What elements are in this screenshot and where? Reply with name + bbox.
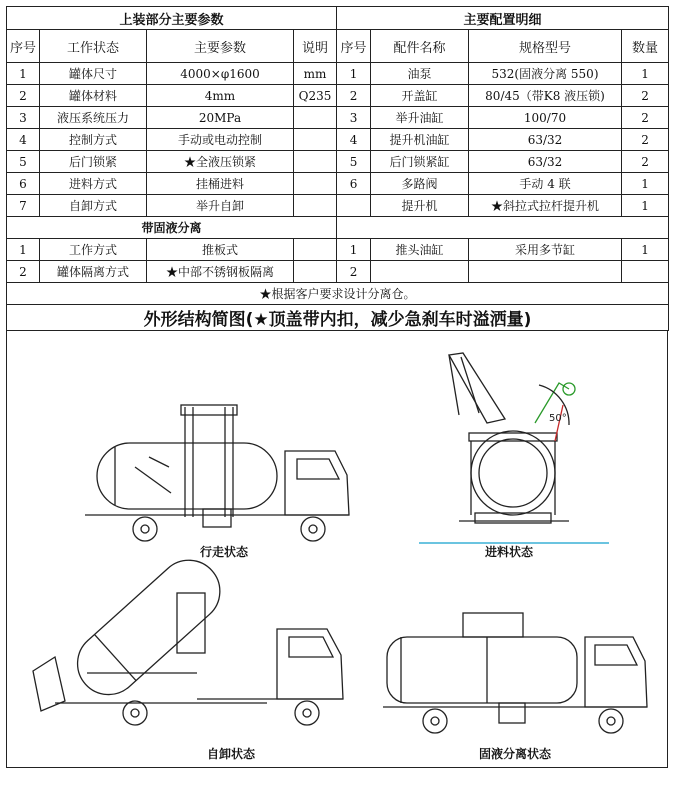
table-cell-n: 6 <box>7 173 40 195</box>
table-cell-note: mm <box>294 63 337 85</box>
table-cell-status: 后门锁紧 <box>40 151 147 173</box>
table-cell-qty <box>622 261 669 283</box>
diagram-title: 外形结构简图(★顶盖带内扣，减少急刹车时溢洒量) <box>7 305 669 331</box>
table-cell-param: 4mm <box>147 85 294 107</box>
table-cell-qty: 2 <box>622 107 669 129</box>
caption-separation: 固液分离状态 <box>479 747 552 761</box>
table-row <box>7 261 669 283</box>
table-row <box>7 85 669 107</box>
table-cell-part: 提升机 <box>371 195 469 217</box>
table-cell-m: 2 <box>337 261 371 283</box>
table-cell-n: 7 <box>7 195 40 217</box>
table-cell-note <box>294 239 337 261</box>
structure-diagram <box>6 331 668 768</box>
col-header: 序号 <box>337 30 371 63</box>
table-cell-n: 1 <box>7 239 40 261</box>
table-cell-status: 控制方式 <box>40 129 147 151</box>
table-cell-spec: 63/32 <box>469 151 622 173</box>
table-cell-qty: 2 <box>622 85 669 107</box>
table-cell-qty: 2 <box>622 129 669 151</box>
table-cell-param: 手动或电动控制 <box>147 129 294 151</box>
table-row <box>7 239 669 261</box>
caption-dumping: 自卸状态 <box>207 747 256 761</box>
table-row <box>7 63 669 85</box>
table-cell-n: 3 <box>7 107 40 129</box>
table-cell-m: 1 <box>337 63 371 85</box>
spec-table <box>6 6 669 331</box>
table-cell-m: 3 <box>337 107 371 129</box>
subsection-blank <box>337 217 669 239</box>
truck-loading-drawing <box>409 345 619 545</box>
col-header: 说明 <box>294 30 337 63</box>
table-cell-param: 推板式 <box>147 239 294 261</box>
table-cell-spec: ★斜拉式拉杆提升机 <box>469 195 622 217</box>
right-section-header: 主要配置明细 <box>337 7 669 30</box>
col-header: 规格型号 <box>469 30 622 63</box>
col-header: 数量 <box>622 30 669 63</box>
table-row <box>7 107 669 129</box>
table-cell-spec: 80/45（带K8 液压锁) <box>469 85 622 107</box>
table-row <box>7 151 669 173</box>
table-cell-m: 2 <box>337 85 371 107</box>
table-cell-part <box>371 261 469 283</box>
table-cell-part: 推头油缸 <box>371 239 469 261</box>
table-cell-m: 4 <box>337 129 371 151</box>
table-cell-n: 5 <box>7 151 40 173</box>
table-cell-param: ★全液压锁紧 <box>147 151 294 173</box>
table-cell-spec: 100/70 <box>469 107 622 129</box>
table-cell-n: 2 <box>7 261 40 283</box>
table-cell-part: 提升机油缸 <box>371 129 469 151</box>
truck-dumping-drawing <box>27 553 367 743</box>
table-cell-param: 4000×φ1600 <box>147 63 294 85</box>
angle-label: 50° <box>549 413 567 424</box>
table-cell-part: 油泵 <box>371 63 469 85</box>
col-header: 主要参数 <box>147 30 294 63</box>
col-header: 序号 <box>7 30 40 63</box>
col-header: 工作状态 <box>40 30 147 63</box>
table-row <box>7 173 669 195</box>
table-cell-m: 5 <box>337 151 371 173</box>
table-cell-status: 工作方式 <box>40 239 147 261</box>
table-cell-m <box>337 195 371 217</box>
table-cell-spec: 63/32 <box>469 129 622 151</box>
table-cell-part: 多路阀 <box>371 173 469 195</box>
spec-sheet <box>6 6 668 797</box>
table-cell-n: 2 <box>7 85 40 107</box>
table-cell-status: 液压系统压力 <box>40 107 147 129</box>
table-cell-qty: 1 <box>622 173 669 195</box>
table-cell-spec <box>469 261 622 283</box>
table-cell-status: 自卸方式 <box>40 195 147 217</box>
table-cell-spec: 采用多节缸 <box>469 239 622 261</box>
table-cell-n: 1 <box>7 63 40 85</box>
table-row <box>7 195 669 217</box>
table-cell-param: 挂桶进料 <box>147 173 294 195</box>
truck-driving-drawing <box>85 397 355 557</box>
table-cell-note: Q235 <box>294 85 337 107</box>
table-cell-note <box>294 173 337 195</box>
table-cell-part: 开盖缸 <box>371 85 469 107</box>
custom-note: ★根据客户要求设计分离仓。 <box>7 283 669 305</box>
table-cell-spec: 手动 4 联 <box>469 173 622 195</box>
table-cell-qty: 1 <box>622 63 669 85</box>
table-cell-param: 举升自卸 <box>147 195 294 217</box>
table-cell-qty: 1 <box>622 195 669 217</box>
subsection-title: 带固液分离 <box>7 217 337 239</box>
table-cell-note <box>294 107 337 129</box>
table-cell-status: 罐体隔离方式 <box>40 261 147 283</box>
table-cell-status: 进料方式 <box>40 173 147 195</box>
table-cell-m: 6 <box>337 173 371 195</box>
table-cell-note <box>294 261 337 283</box>
table-cell-status: 罐体材料 <box>40 85 147 107</box>
table-cell-param: 20MPa <box>147 107 294 129</box>
table-cell-qty: 1 <box>622 239 669 261</box>
table-cell-qty: 2 <box>622 151 669 173</box>
table-cell-part: 举升油缸 <box>371 107 469 129</box>
table-cell-m: 1 <box>337 239 371 261</box>
table-cell-param: ★中部不锈钢板隔离 <box>147 261 294 283</box>
table-cell-note <box>294 129 337 151</box>
caption-driving: 行走状态 <box>200 545 249 559</box>
table-cell-n: 4 <box>7 129 40 151</box>
truck-separation-drawing <box>383 607 653 757</box>
caption-loading: 进料状态 <box>485 545 534 559</box>
table-cell-note <box>294 151 337 173</box>
col-header: 配件名称 <box>371 30 469 63</box>
left-section-header: 上装部分主要参数 <box>7 7 337 30</box>
table-cell-note <box>294 195 337 217</box>
table-row <box>7 129 669 151</box>
table-cell-part: 后门锁紧缸 <box>371 151 469 173</box>
table-cell-status: 罐体尺寸 <box>40 63 147 85</box>
table-cell-spec: 532(固液分离 550) <box>469 63 622 85</box>
